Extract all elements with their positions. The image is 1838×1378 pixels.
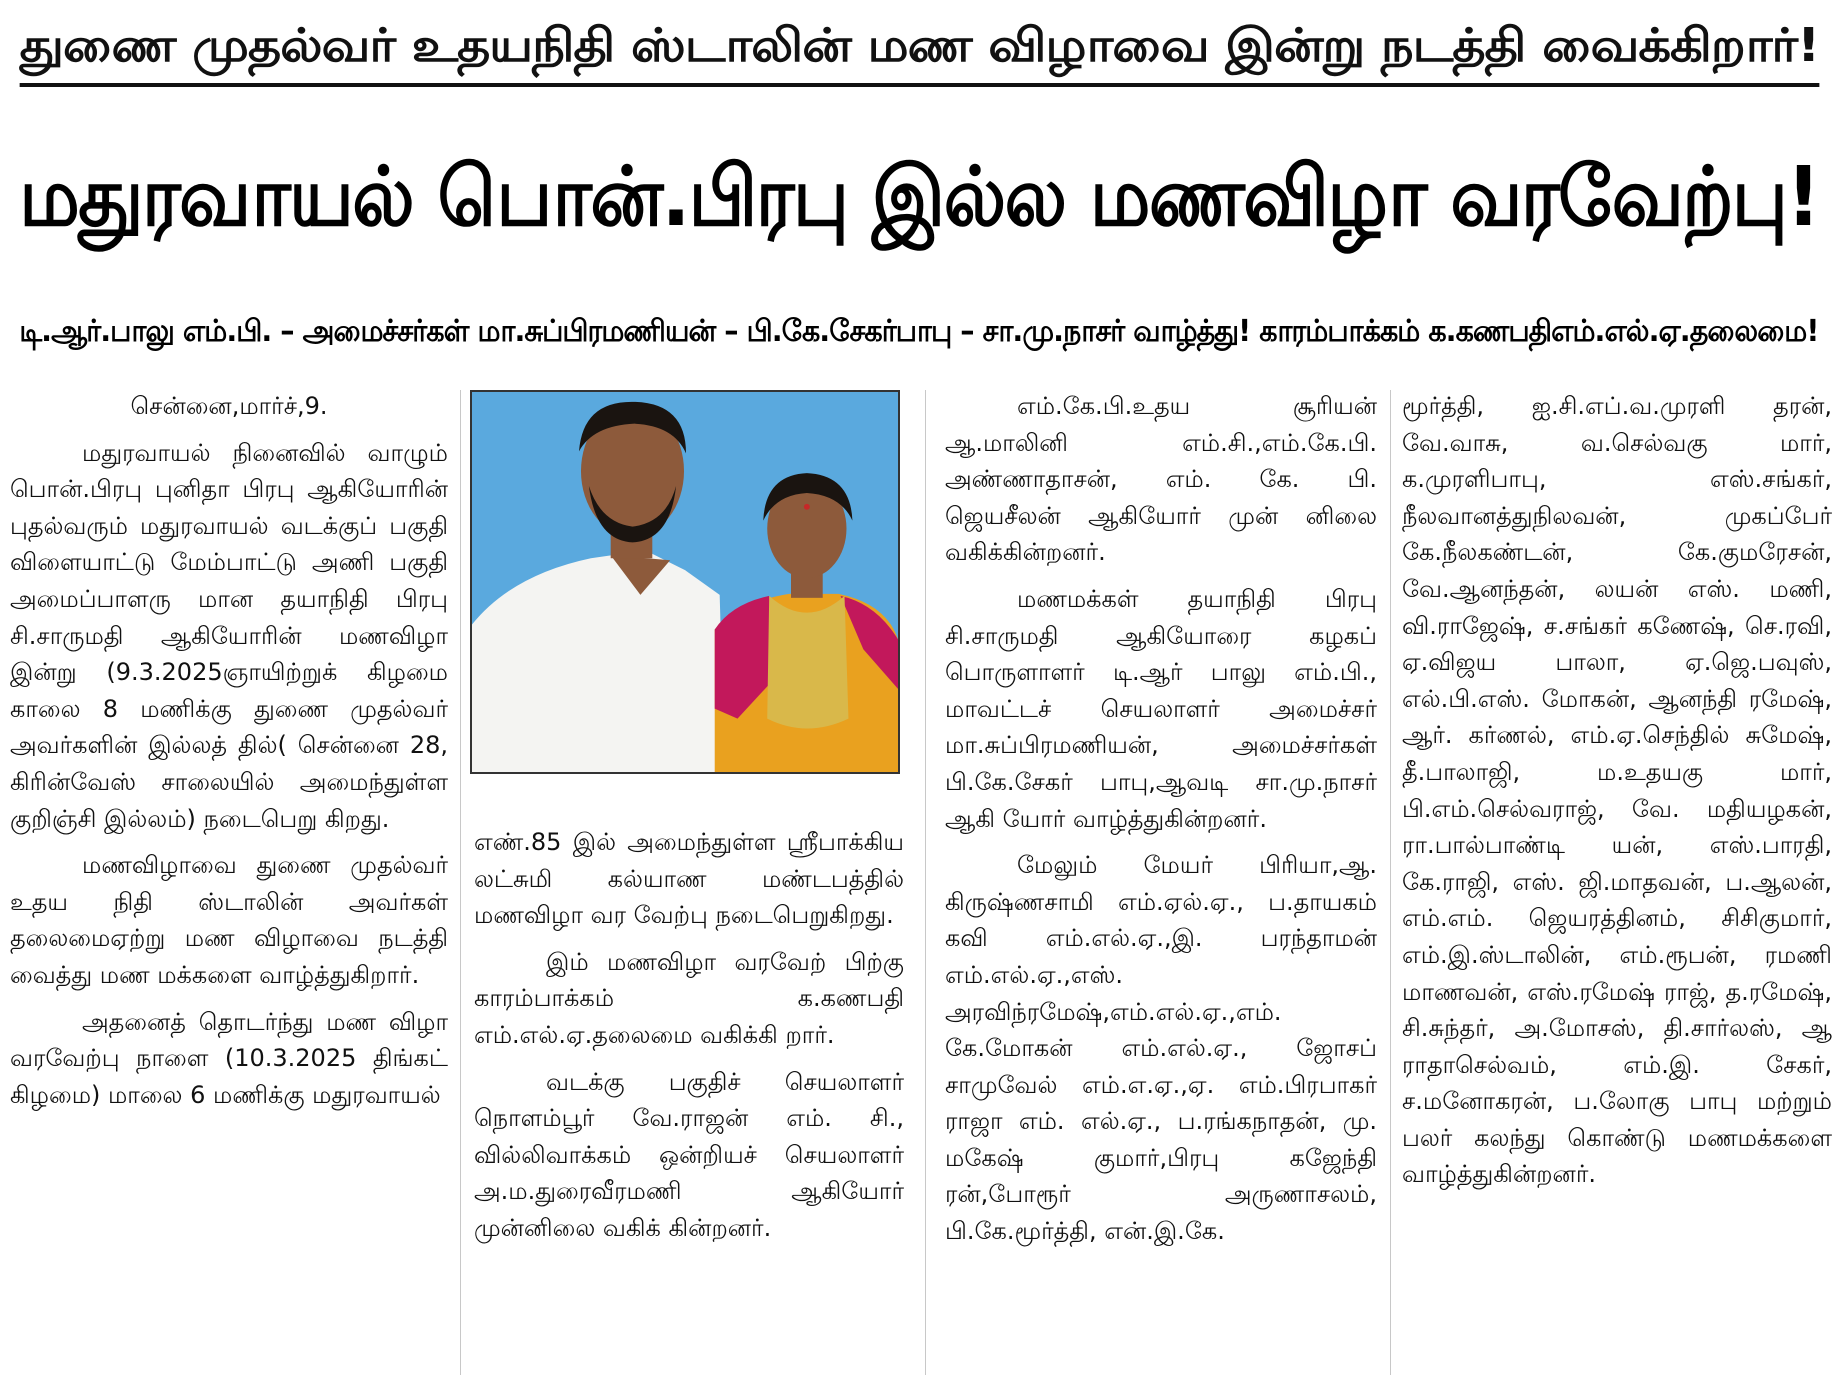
- article-column-1: [10, 388, 448, 1123]
- article-paragraph: மேலும் மேயர் பிரியா,ஆ. கிருஷ்ணசாமி எம்.ஏல்.ஏ., ப.தாயகம் கவி எம்.எல்.ஏ.,இ. பரந்தாமன் எம்.எல்.ஏ.,எஸ். அரவிந்ரமேஷ்,எம்.எல்.ஏ.,எம். கே.மோகன் எம்.எல்.ஏ., ஜோசப் சாமுவேல் எம்.எ.ஏ.,ஏ. எம்.பிரபாகர் ராஜா எம். எல்.ஏ., ப.ரங்கநாதன், மு. மகேஷ் குமார்,பிரபு கஜேந்தி ரன்,போரூர் அருணாசலம், பி.கே.மூர்த்தி, என்.இ.கே.: [945, 851, 1377, 1246]
- article-paragraph: எம்.கே.பி.உதய சூரியன் ஆ.மாலினி எம்.சி.,எம்.கே.பி. அண்ணாதாசன், எம். கே. பி. ஜெயசீலன் ஆகியோர் முன் னிலை வகிக்கின்றனர்.: [945, 392, 1377, 567]
- subheadline: டி.ஆர்.பாலு எம்.பி. – அமைச்சர்கள் மா.சுப்பிரமணியன் – பி.கே.சேகர்பாபு – சா.மு.நாசர் வாழ்த்து! காரம்பாக்கம் க.கணபதிஎம்.எல்.ஏ.தலைமை!: [19, 313, 1819, 349]
- dateline: சென்னை,மார்ச்,9.: [130, 392, 328, 420]
- kicker-headline-row: [0, 6, 1838, 98]
- subheadline-row: [0, 290, 1838, 376]
- article-paragraph: அதனைத் தொடர்ந்து மண விழா வரவேற்பு நாளை (10.3.2025 திங்கட் கிழமை) மாலை 6 மணிக்கு மதுரவாயல்: [10, 1007, 448, 1109]
- article-column-2: [474, 824, 904, 1257]
- couple-photo: [470, 390, 900, 774]
- article-paragraph: மணமக்கள் தயாநிதி பிரபு சி.சாருமதி ஆகியோரை கழகப் பொருளாளர் டி.ஆர் பாலு எம்.பி., மாவட்டச் செயலாளர் அமைச்சர் மா.சுப்பிரமணியன், அமைச்சர்கள் பி.கே.சேகர் பாபு,ஆவடி சா.மு.நாசர் ஆகி யோர் வாழ்த்துகின்றனர்.: [945, 584, 1377, 833]
- couple-photo-icon: [472, 392, 898, 772]
- main-headline-row: [0, 118, 1838, 288]
- article-paragraph: மணவிழாவை துணை முதல்வர் உதய நிதி ஸ்டாலின் அவர்கள் தலைமைஏற்று மண விழாவை நடத்தி வைத்து மண மக்களை வாழ்த்துகிறார்.: [10, 851, 448, 989]
- kicker-headline: துணை முதல்வர் உதயநிதி ஸ்டாலின் மண விழாவை இன்று நடத்தி வைக்கிறார்!: [19, 18, 1819, 87]
- article-paragraph: மதுரவாயல் நினைவில் வாழும் பொன்.பிரபு புனிதா பிரபு ஆகியோரின் புதல்வரும் மதுரவாயல் வடக்குப் பகுதி விளையாட்டு மேம்பாட்டு அணி பகுதி அமைப்பாளரு மான தயாநிதி பிரபு சி.சாருமதி ஆகியோரின் மணவிழா இன்று (9.3.2025ஞாயிற்றுக் கிழமை காலை 8 மணிக்கு துணை முதல்வர் அவர்களின் இல்லத் தில்( சென்னை 28, கிரின்வேஸ் சாலையில் அமைந்துள்ள குறிஞ்சி இல்லம்) நடைபெறு கிறது.: [10, 438, 448, 833]
- article-column-3: [945, 388, 1377, 1260]
- article-column-4: [1402, 388, 1832, 1203]
- column-divider: [925, 390, 926, 1375]
- article-paragraph: வடக்கு பகுதிச் செயலாளர் நொளம்பூர் வே.ராஜன் எம். சி., வில்லிவாக்கம் ஒன்றியச் செயலாளர் அ.ம.துரைவீரமணி ஆகியோர் முன்னிலை வகிக் கின்றனர்.: [474, 1067, 904, 1242]
- main-headline: மதுரவாயல் பொன்.பிரபு இல்ல மணவிழா வரவேற்பு!: [19, 150, 1819, 245]
- article-paragraph: மூர்த்தி, ஐ.சி.எப்.வ.முரளி தரன், வே.வாசு, வ.செல்வகு மார், க.முரளிபாபு, எஸ்.சங்கர், நீலவானத்துநிலவன், முகப்பேர் கே.நீலகண்டன், கே.குமரேசன், வே.ஆனந்தன், லயன் எஸ். மணி, வி.ராஜேஷ், ச.சங்கர் கணேஷ், செ.ரவி, ஏ.விஜய பாலா, ஏ.ஜெ.பவுஸ், எல்.பி.எஸ். மோகன், ஆனந்தி ரமேஷ், ஆர். கர்ணல், எம்.ஏ.செந்தில் சுமேஷ், தீ.பாலாஜி, ம.உதயகு மார், பி.எம்.செல்வராஜ், வே. மதியழகன், ரா.பால்பாண்டி யன், எஸ்.பாரதி, கே.ராஜி, எஸ். ஜி.மாதவன், ப.ஆலன், எம்.எம். ஜெயரத்தினம், சிசிகுமார், எம்.இ.ஸ்டாலின், எம்.ரூபன், ரமணி மாணவன், எஸ்.ரமேஷ் ராஜ், த.ரமேஷ், சி.சுந்தர், அ.மோசஸ், தி.சார்லஸ், ஆ ராதாசெல்வம், எம்.இ. சேகர், ச.மனோகரன், ப.லோகு பாபு மற்றும் பலர் கலந்து கொண்டு மணமக்களை வாழ்த்துகின்றனர்.: [1402, 392, 1832, 1189]
- article-paragraph: எண்.85 இல் அமைந்துள்ள ஸ்ரீபாக்கிய லட்சுமி கல்யாண மண்டபத்தில் மணவிழா வர வேற்பு நடைபெறுகிறது.: [474, 828, 904, 930]
- column-divider: [1390, 390, 1391, 1375]
- article-paragraph: இம் மணவிழா வரவேற் பிற்கு காரம்பாக்கம் க.கணபதி எம்.எல்.ஏ.தலைமை வகிக்கி றார்.: [474, 947, 904, 1049]
- column-divider: [460, 390, 461, 1375]
